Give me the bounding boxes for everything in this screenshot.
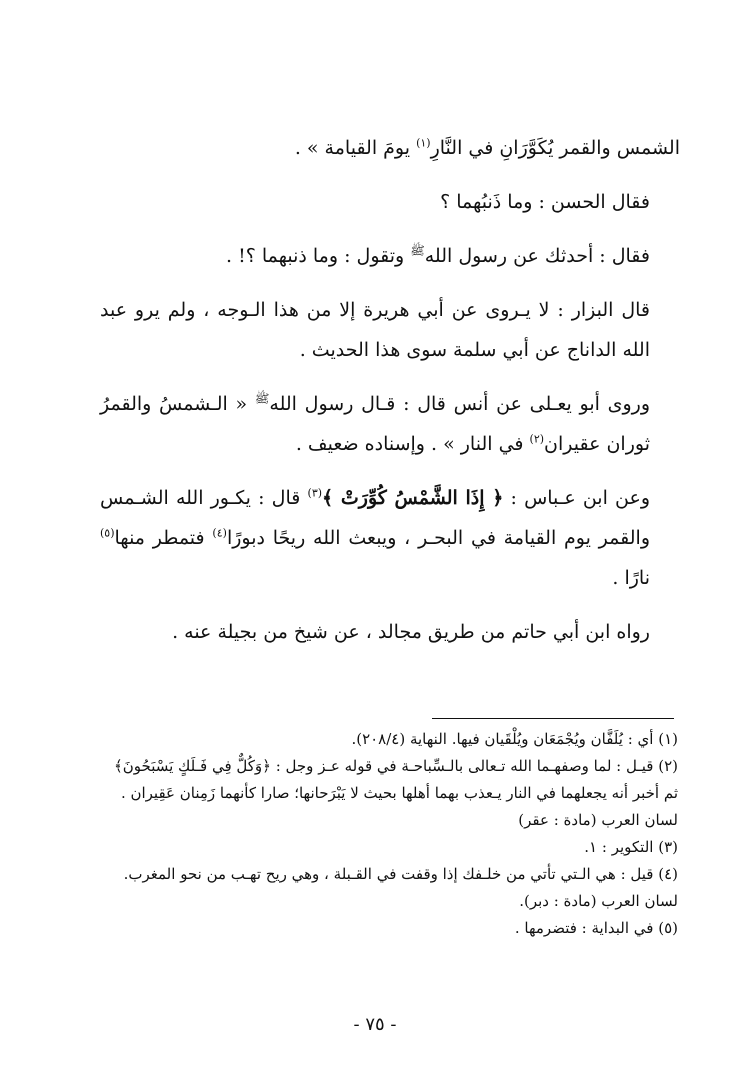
paragraph-1-text: الشمس والقمر يُكَوَّرَانِ في النَّارِ [430,137,680,159]
paragraph-6-text: وعن ابن عـباس : [503,487,651,509]
paragraph-6 [100,478,680,598]
footnotes [100,726,678,942]
paragraph-6-text-middle2: فتمطر منها [114,527,213,549]
paragraph-1-text-end: يومَ القيامة » . [294,137,417,159]
paragraph-7: رواه ابن أبي حاتم من طريق مجالد ، عن شيخ من بجيلة عنه . [172,621,650,643]
footnote-ref-1: (١) [416,136,431,150]
footnote-5: (٥) في البداية : فتضرمها . [514,919,678,937]
paragraph-5-text: وروى أبو يعـلى عن أنس قال : قـال رسول الله [269,393,650,415]
footnote-ref-5: (٥) [100,526,115,540]
page-number: - ٧٥ - [353,1014,397,1035]
paragraph-5-text-end: في النار » . وإسناده ضعيف . [295,433,530,455]
paragraph-3-text-end: وتقول : وما ذنبهما ؟! . [226,245,411,267]
paragraph-2: فقال الحسن : وما ذَنبُهما ؟ [440,191,650,213]
salutation-glyph: ﷺ [254,391,270,406]
paragraph-4: قال البزار : لا يـروى عن أبي هريرة إلا من هذا الـوجه ، ولم يرو عبد الله الداناج عن أبي سلمة سوى هذا الحديث . [100,299,650,361]
quran-verse: ﴿ إِذَا الشَّمْسُ كُوِّرَتْ ﴾ [322,487,504,509]
footnote-4: (٤) قيل : هي الـتي تأتي من خلـفك إذا وقفت في القـبلة ، وهي ريح تهـب من نحو المغرب. لسان العرب (مادة : دبر). [123,865,678,910]
main-text [100,128,680,652]
paragraph-5-text-middle: « الـشمسُ والقمرُ ثوران عقيران [100,393,650,455]
paragraph-5 [100,384,680,464]
footnote-ref-2: (٢) [529,432,545,446]
footnote-ref-4: (٤) [212,526,227,540]
paragraph-6-text-middle: قال : يكـور الله الشـمس والقمر يوم القيامة في البحـر ، ويبعث الله ريحًا دبورًا [100,487,651,549]
paragraph-3 [100,236,680,276]
paragraph-3-text: فقال : أحدثك عن رسول الله [424,245,650,267]
footnote-3: (٣) التكوير : ١. [584,838,678,856]
footnote-2: (٢) قيـل : لما وصفهـما الله تـعالى بالـسِّباحـة في قوله عـز وجل : ﴿وَكُلٌّ فِي فَـلَكٍ يَسْبَحُونَ﴾ ثم أخبر أنه يجعلهما في النار يـعذب بهما أهلها بحيث لا يَبْرَحانها؛ صارا كأنهما زَمِنان عَقِيران . لسان العرب (مادة : عقر) [113,757,678,829]
footnote-separator [432,718,674,719]
footnote-1: (١) أي : يُلَفَّان ويُجْمَعَان ويُلْقَيان فيها. النهاية (٢٠٨/٤). [351,730,678,748]
paragraph-1 [100,128,680,168]
footnote-ref-3: (٣) [307,486,323,500]
paragraph-6-text-end: نارًا . [612,567,650,589]
salutation-glyph: ﷺ [410,243,425,258]
